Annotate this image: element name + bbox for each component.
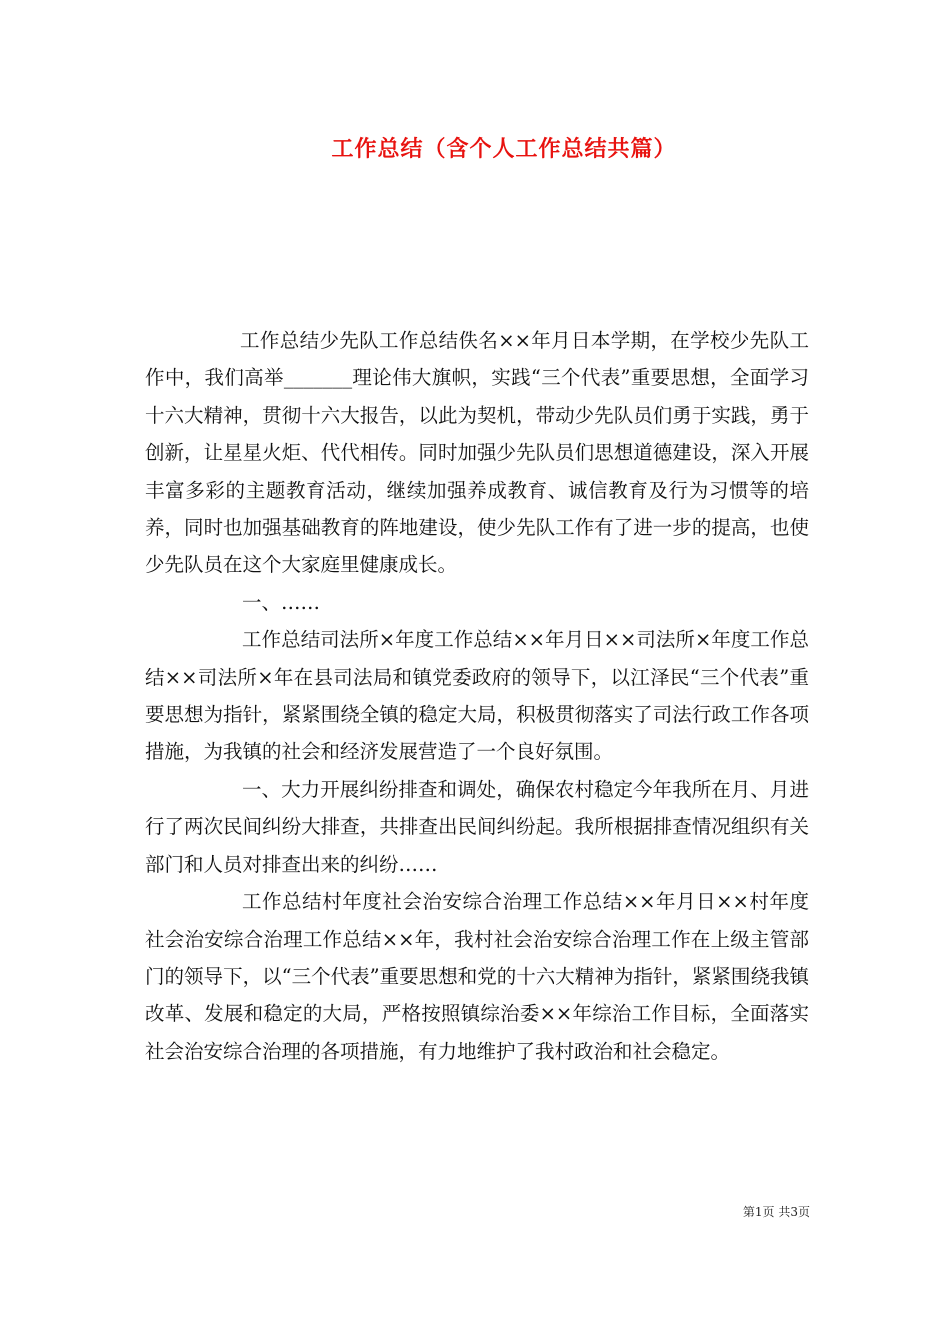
paragraph-section-heading: 一、…… (242, 590, 321, 614)
document-title: 工作总结（含个人工作总结共篇） (331, 137, 677, 162)
paragraph-judicial-office-summary: 工作总结司法所×年度工作总结××年月日××司法所×年度工作总结××司法所×年在县司法局和镇党委政府的领导下，以江泽民“三个代表”重要思想为指针，紧紧围绕全镇的稳定大局，积极贯彻落实了司法行政工作各项措施，为我镇的社会和经济发展营造了一个良好氛围。 (145, 628, 809, 764)
page-number-footer: 第1页 共3页 (742, 1205, 810, 1219)
paragraph-dispute-investigation: 一、大力开展纠纷排查和调处，确保农村稳定今年我所在月、月进行了两次民间纠纷大排查，共排查出民间纠纷起。我所根据排查情况组织有关部门和人员对排查出来的纠纷…… (145, 777, 809, 876)
paragraph-village-security-summary: 工作总结村年度社会治安综合治理工作总结××年月日××村年度社会治安综合治理工作总结××年，我村社会治安综合治理工作在上级主管部门的领导下，以“三个代表”重要思想和党的十六大精神为指针，紧紧围绕我镇改革、发展和稳定的大局，严格按照镇综治委××年综治工作目标，全面落实社会治安综合治理的各项措施，有力地维护了我村政治和社会稳定。 (145, 890, 809, 1063)
paragraph-young-pioneers-summary: 工作总结少先队工作总结佚名××年月日本学期，在学校少先队工作中，我们高举_______理论伟大旗帜，实践“三个代表”重要思想，全面学习十六大精神，贯彻十六大报告，以此为契机，带动少先队员们勇于实践，勇于创新，让星星火炬、代代相传。同时加强少先队员们思想道德建设，深入开展丰富多彩的主题教育活动，继续加强养成教育、诚信教育及行为习惯等的培养，同时也加强基础教育的阵地建设，使少先队工作有了进一步的提高，也使少先队员在这个大家庭里健康成长。 (145, 329, 809, 577)
document-body (145, 322, 809, 1070)
